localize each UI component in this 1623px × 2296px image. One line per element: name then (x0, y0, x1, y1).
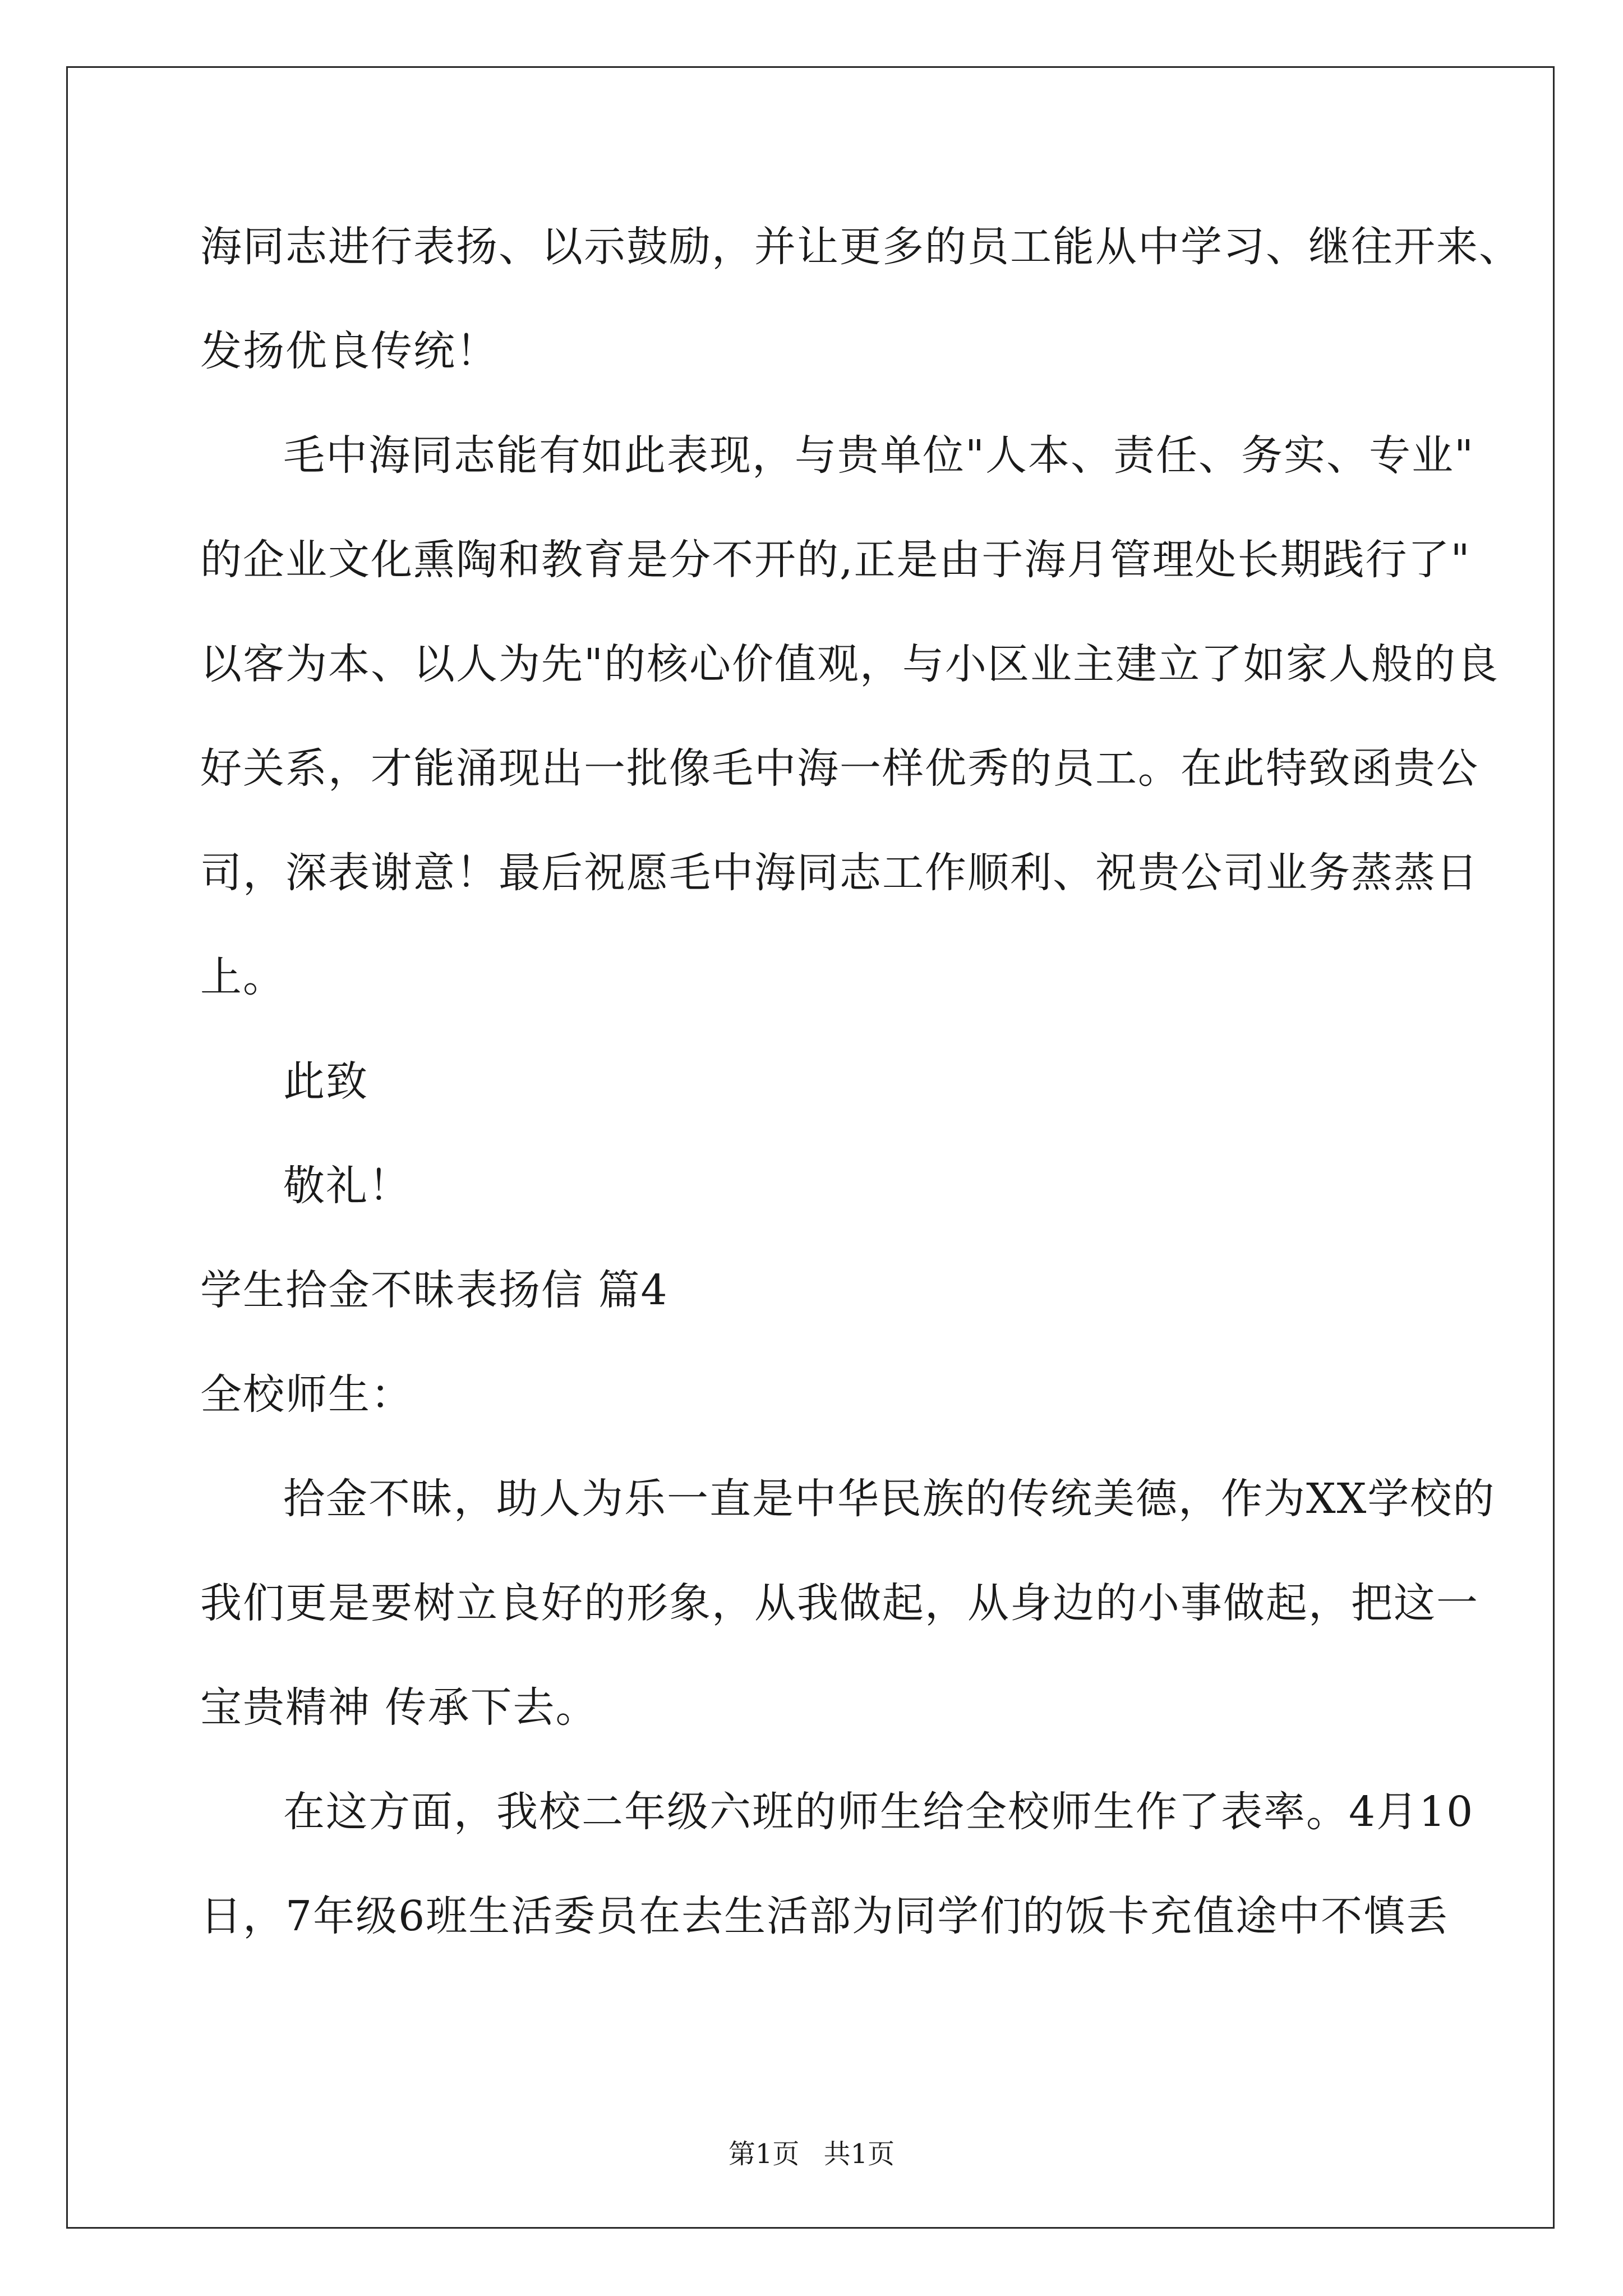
salutation: 全校师生： (200, 1370, 413, 1419)
page-total: 共1页 (823, 2138, 895, 2170)
regards: 敬礼！ (283, 1162, 411, 1210)
section-heading: 学生拾金不昧表扬信 篇4 (200, 1266, 668, 1314)
text-line-17: 日，7年级6班生活委员在去生活部为同学们的饭卡充值途中不慎丢 (200, 1892, 1449, 1940)
text-line-15: 宝贵精神 传承下去。 (200, 1683, 598, 1732)
text-line-16: 在这方面，我校二年级六班的师生给全校师生作了表率。4月10 (283, 1788, 1474, 1836)
text-line-7: 司，深表谢意！最后祝愿毛中海同志工作顺利、祝贵公司业务蒸蒸日 (200, 849, 1479, 897)
salutation-closing: 此致 (283, 1057, 368, 1106)
text-line-1: 海同志进行表扬、以示鼓励，并让更多的员工能从中学习、继往开来、 (200, 223, 1521, 271)
text-line-2: 发扬优良传统！ (200, 327, 499, 375)
page-current: 第1页 (728, 2138, 800, 2170)
text-line-14: 我们更是要树立良好的形象，从我做起，从身边的小事做起，把这一 (200, 1579, 1479, 1627)
text-line-5: 以客为本、以人为先"的核心价值观，与小区业主建立了如家人般的良 (200, 640, 1500, 688)
text-line-4: 的企业文化熏陶和教育是分不开的,正是由于海月管理处长期践行了" (200, 536, 1471, 584)
text-line-8: 上。 (200, 953, 285, 1001)
text-line-6: 好关系，才能涌现出一批像毛中海一样优秀的员工。在此特致函贵公 (200, 744, 1479, 793)
page-footer (0, 2137, 1623, 2171)
text-line-3: 毛中海同志能有如此表现，与贵单位"人本、责任、务实、专业" (283, 431, 1475, 480)
text-line-13: 拾金不昧，助人为乐一直是中华民族的传统美德，作为XX学校的 (283, 1475, 1496, 1523)
